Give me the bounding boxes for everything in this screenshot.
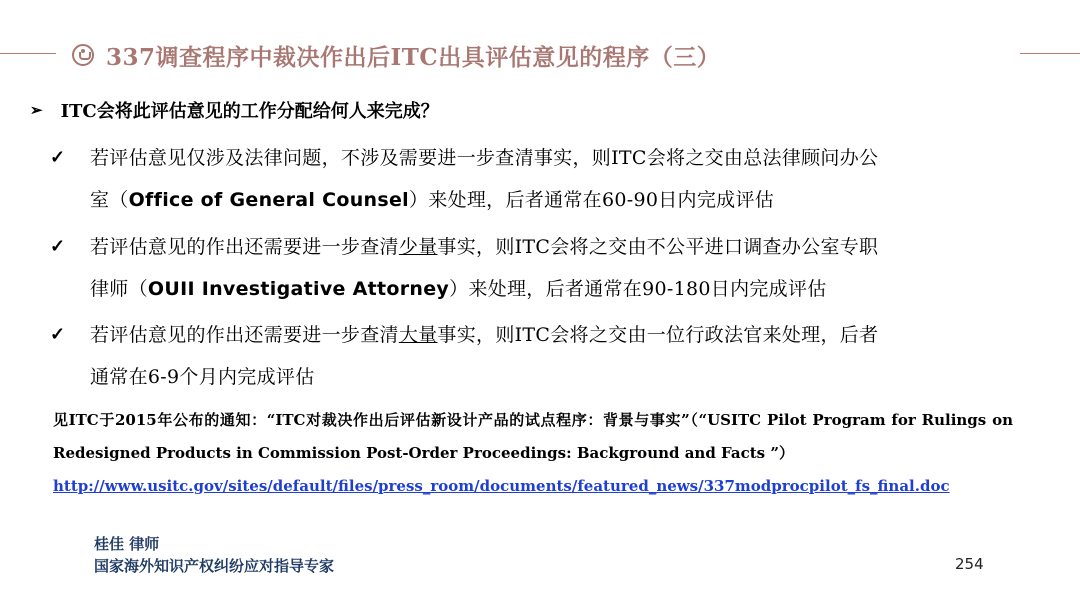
check-icon: ✓: [50, 324, 66, 345]
english-term: Office of General Counsel: [128, 189, 409, 211]
list-item-line: 通常在6-9个月内完成评估: [90, 366, 315, 388]
check-icon: ✓: [50, 236, 66, 257]
text-span: 室（: [90, 189, 129, 211]
text-span: 事实，则ITC会将之交由一位行政法官来处理，后者: [437, 324, 879, 346]
page-number: 254: [955, 555, 984, 573]
footer-author: [94, 533, 334, 577]
text-span: 若评估意见的作出还需要进一步查清: [90, 324, 399, 346]
slide-title-text: 337调查程序中裁决作出后ITC出具评估意见的程序（三）: [106, 43, 721, 71]
text-span: 事实，则ITC会将之交由不公平进口调查办公室专职: [437, 236, 879, 258]
list-item: [50, 137, 1020, 221]
person-circle-icon: [72, 44, 94, 66]
check-icon: ✓: [50, 147, 66, 168]
list-item-line: 若评估意见仅涉及法律问题，不涉及需要进一步查清事实，则ITC会将之交由总法律顾问办公: [90, 147, 879, 169]
text-span: ）来处理，后者通常在60-90日内完成评估: [408, 189, 775, 211]
underlined-term: 大量: [398, 324, 438, 346]
author-name: 桂佳 律师: [94, 535, 160, 553]
list-item: [50, 314, 1020, 398]
text-span: 若评估意见的作出还需要进一步查清: [90, 236, 399, 258]
title-rule-right: [1020, 53, 1080, 54]
underlined-term: 少量: [398, 236, 438, 258]
title-rule-left: [0, 53, 56, 54]
list-item: [50, 226, 1020, 310]
list-item-line: [90, 226, 1020, 268]
source-note: [53, 404, 1013, 503]
list-item-body: [90, 226, 1020, 310]
arrow-bullet-icon: ➢: [30, 101, 43, 119]
list-item-line: [90, 268, 1020, 310]
source-note-text: 见ITC于2015年公布的通知：“ITC对裁决作出后评估新设计产品的试点程序：背景与事实”（“USITC Pilot Program for Rulings on Redesigned Products in Commission Post-Order Proceedings: Background and Facts ”）: [53, 411, 1013, 462]
author-role: 国家海外知识产权纠纷应对指导专家: [94, 557, 335, 575]
text-span: ）来处理，后者通常在90-180日内完成评估: [449, 278, 827, 300]
slide-title: [72, 38, 720, 72]
list-item-body: [90, 137, 1020, 221]
source-link[interactable]: http://www.usitc.gov/sites/default/files/press_room/documents/featured_news/337modprocpilot_fs_final.doc: [53, 477, 950, 495]
question-text: ITC会将此评估意见的工作分配给何人来完成？: [60, 101, 439, 122]
list-item-line: [90, 314, 1020, 356]
list-item-line: [90, 179, 1020, 221]
list-item-body: [90, 314, 1020, 398]
text-span: 律师（: [90, 278, 148, 300]
question-line: [30, 97, 439, 123]
english-term: OUII Investigative Attorney: [147, 278, 450, 300]
